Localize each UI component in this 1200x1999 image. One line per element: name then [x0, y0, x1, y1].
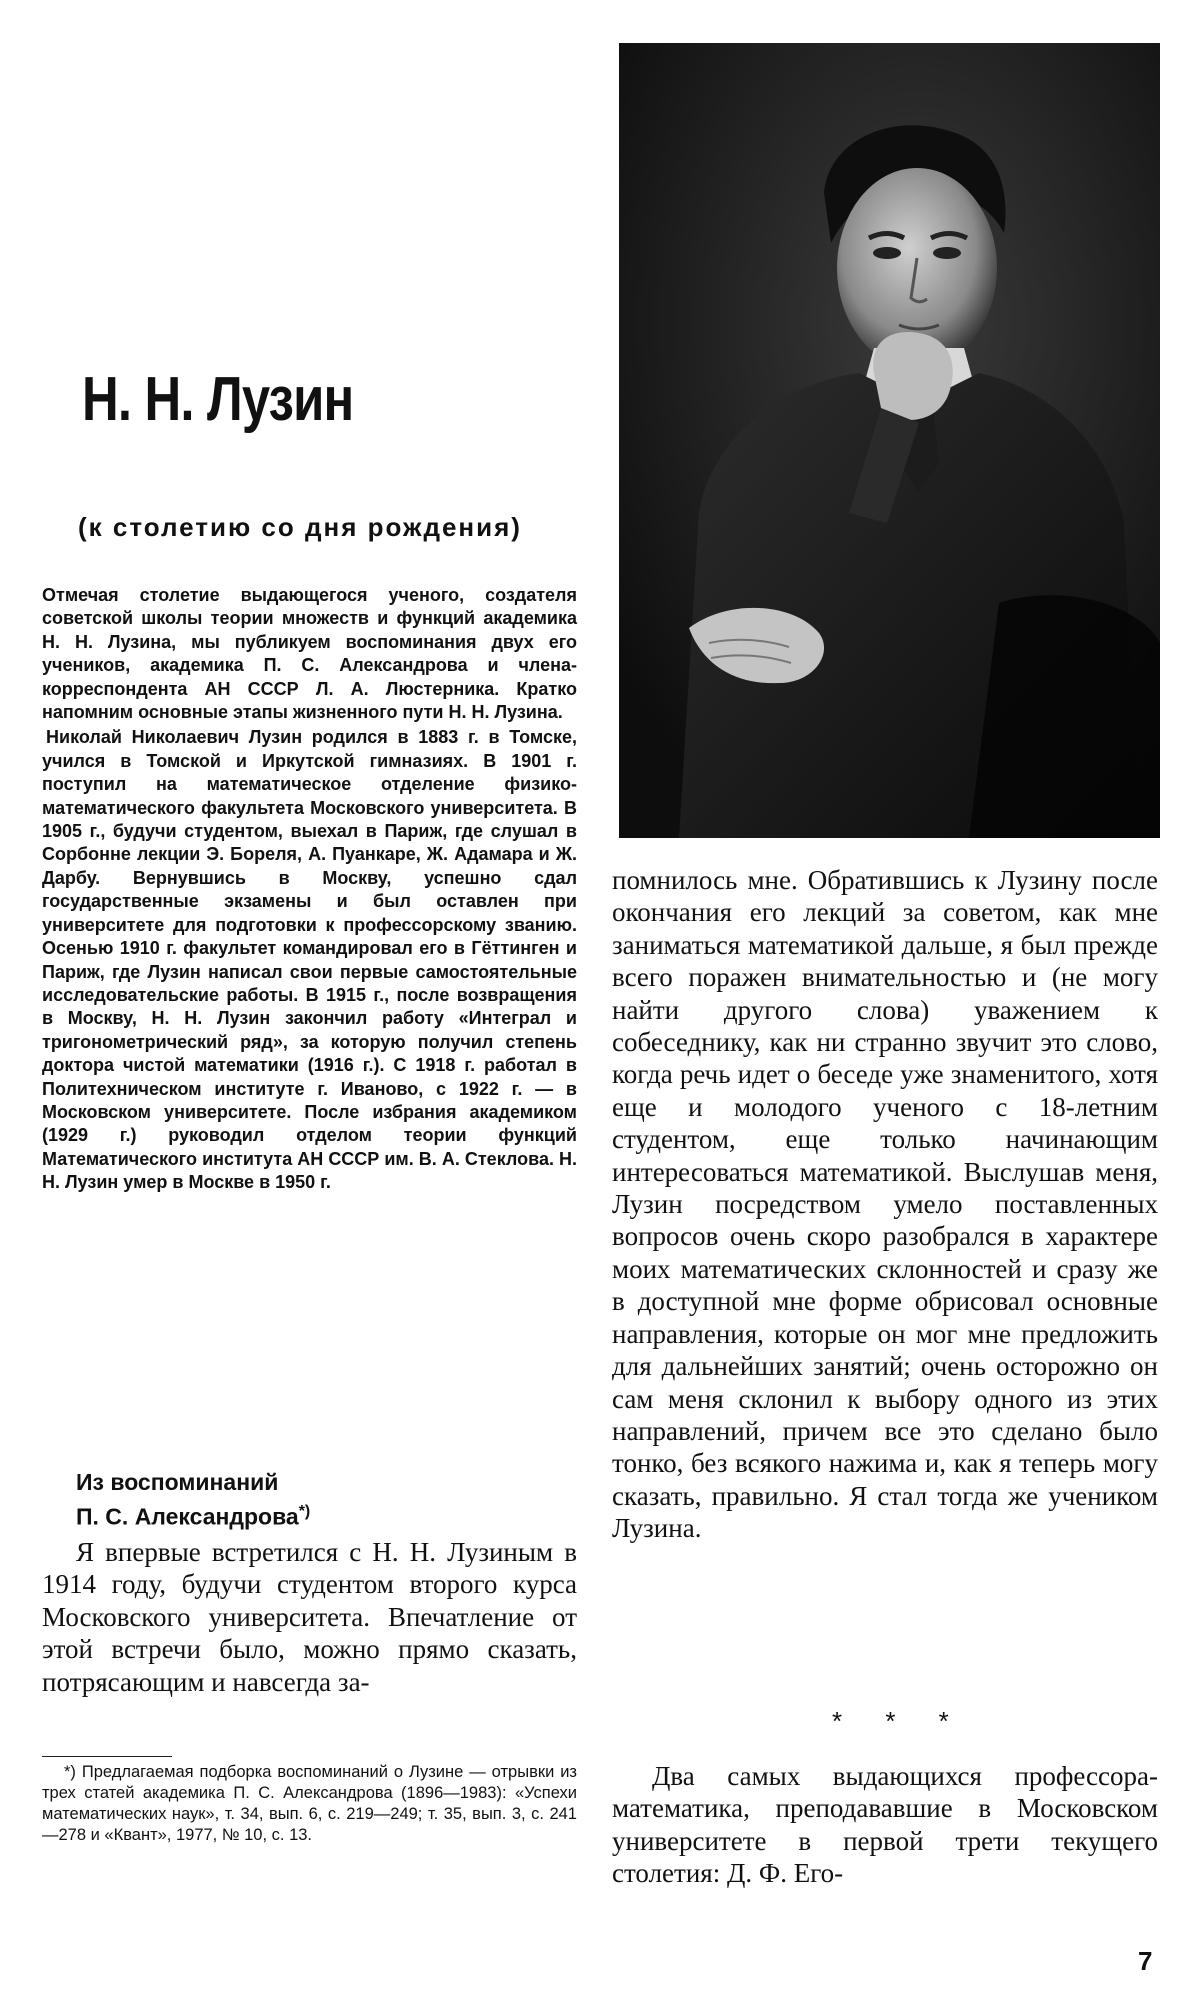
memoir-paragraph-left: Я впервые встретился с Н. Н. Лузиным в 1914 году, будучи студентом второго курса Московского университета. Впечатление от этой встречи было, можно прямо сказать, потрясающим и навсегда за- [42, 1537, 577, 1697]
footnote-marker: *) [298, 1503, 311, 1520]
portrait-illustration [619, 43, 1160, 838]
article-subtitle: (к столетию со дня рождения) [78, 512, 522, 542]
footnote: *) Предлагаемая подборка воспоминаний о Лузине — отрывки из трех статей академика П. С. Александрова (1896—1983): «Успехи математических наук», т. 34, вып. 6, с. 219—249; т. 35, вып. 3, с. 241—278 и «Квант», 1977, № 10, с. 13. [42, 1763, 577, 1844]
memoir-paragraph-right: помнилось мне. Обратившись к Лузину после окончания его лекций за советом, как мне заниматься математикой дальше, я был прежде всего поражен внимательностью и (не могу найти другого слова) уважением к собеседнику, как ни странно звучит это слово, когда речь идет о беседе уже знаменитого, хотя еще и молодого ученого с 18-летним студентом, еще только начинающим интересоваться математикой. Выслушав меня, Лузин посредством умело поставленных вопросов очень скоро разобрался в характере моих математических склонностей и сразу же в доступной мне форме обрисовал основные направления, которые он мог мне предложить для дальнейших занятий; очень осторожно он сам меня склонил к выбору одного из этих направлений, причем все это сделано было тонко, без всякого нажима и, как я теперь могу сказать, правильно. Я стал тогда же учеником Лузина. [612, 865, 1158, 1544]
intro-block [42, 584, 577, 1195]
section-separator: * * * [832, 1706, 967, 1736]
article-title: Н. Н. Лузин [82, 365, 354, 434]
footnote-divider [42, 1756, 172, 1757]
section-heading-line2: П. С. Александрова [76, 1503, 299, 1530]
section-heading-line1: Из воспоминаний [76, 1469, 279, 1495]
section-heading [76, 1468, 310, 1532]
page-number: 7 [1138, 1946, 1153, 1976]
biography-paragraph: Николай Николаевич Лузин родился в 1883 г. в Томске, учился в Томской и Иркутской гимназиях. В 1901 г. поступил на математическое отделение физико-математического факультета Московского университета. В 1905 г., будучи студентом, выехал в Париж, где слушал в Сорбонне лекции Э. Бореля, А. Пуанкаре, Ж. Адамара и Ж. Дарбу. Вернувшись в Москву, успешно сдал государственные экзамены и был оставлен при университете для подготовки к профессорскому званию. Осенью 1910 г. факультет командировал его в Гёттинген и Париж, где Лузин написал свои первые самостоятельные исследовательские работы. В 1915 г., после возвращения в Москву, Н. Н. Лузин закончил работу «Интеграл и тригонометрический ряд», за которую получил степень доктора чистой математики (1916 г.). С 1918 г. работал в Политехническом институте г. Иваново, с 1922 г. — в Московском университете. После избрания академиком (1929 г.) руководил отделом теории функций Математического института АН СССР им. В. А. Стеклова. Н. Н. Лузин умер в Москве в 1950 г. [42, 727, 577, 1193]
portrait-photo [619, 43, 1160, 838]
intro-paragraph: Отмечая столетие выдающегося ученого, создателя советской школы теории множеств и функций академика Н. Н. Лузина, мы публикуем воспоминания двух его учеников, академика П. С. Александрова и члена-корреспондента АН СССР Л. А. Люстерника. Кратко напомним основные этапы жизненного пути Н. Н. Лузина. [42, 585, 577, 723]
memoir-paragraph-right-2: Два самых выдающихся профессора-математика, преподававшие в Московском университете в первой трети текущего столетия: Д. Ф. Его- [612, 1761, 1158, 1889]
